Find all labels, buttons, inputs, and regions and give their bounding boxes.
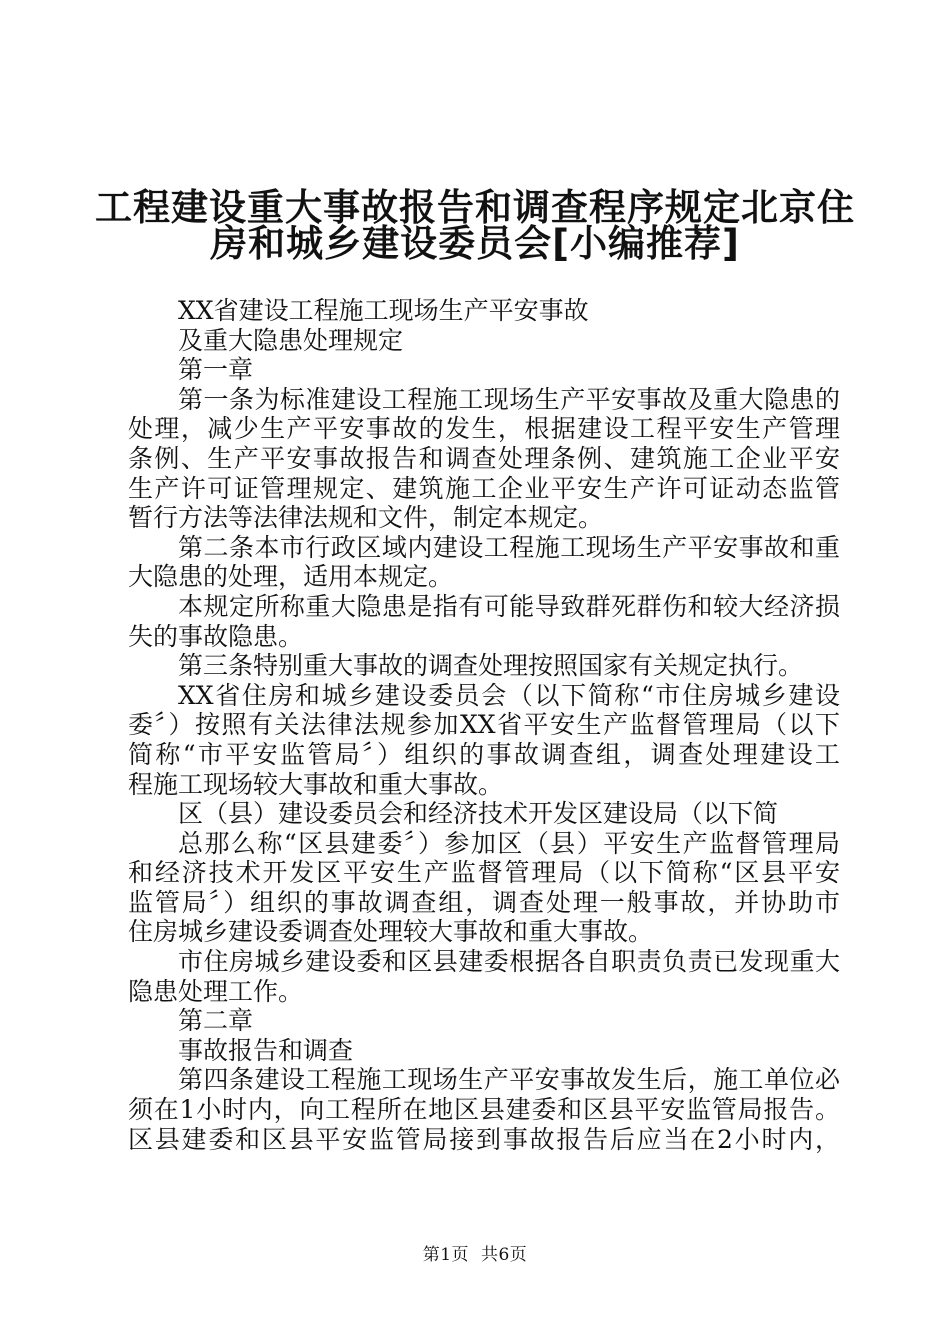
body-text-line: 区（县）建设委员会和经济技术开发区建设局（以下简 <box>178 799 779 829</box>
body-text-line: 暂行方法等法律法规和文件，制定本规定。 <box>128 503 604 533</box>
body-text-line: 第四条建设工程施工现场生产平安事故发生后，施工单位必 <box>178 1065 840 1095</box>
body-text-line: 本规定所称重大隐患是指有可能导致群死群伤和较大经济损 <box>178 591 840 621</box>
body-text-line: XX省建设工程施工现场生产平安事故 <box>178 296 589 325</box>
body-text-line: 第一条为标准建设工程施工现场生产平安事故及重大隐患的 <box>178 384 840 414</box>
body-text-line: 程施工现场较大事故和重大事故。 <box>128 769 504 799</box>
body-text-line: 第三条特别重大事故的调查处理按照国家有关规定执行。 <box>178 651 804 681</box>
page-total: 共6页 <box>480 1245 528 1265</box>
body-text-line: 条例、生产平安事故报告和调查处理条例、建筑施工企业平安 <box>128 443 840 473</box>
body-text-line: 住房城乡建设委调查处理较大事故和重大事故。 <box>128 917 654 947</box>
body-text-line: 第二条本市行政区域内建设工程施工现场生产平安事故和重 <box>178 532 840 562</box>
body-text-line: 区县建委和区县平安监管局接到事故报告后应当在2小时内， <box>128 1124 840 1154</box>
body-text-line: 委〞）按照有关法律法规参加XX省平安生产监督管理局（以下 <box>128 710 840 740</box>
body-text-line: 隐患处理工作。 <box>128 976 304 1006</box>
body-text-line: 大隐患的处理，适用本规定。 <box>128 562 454 592</box>
document-title-line-1: 工程建设重大事故报告和调查程序规定北京住 <box>95 186 855 229</box>
body-text-line: XX省住房和城乡建设委员会（以下简称“市住房城乡建设 <box>178 680 840 710</box>
body-text-line: 简称“市平安监管局〞）组织的事故调查组，调查处理建设工 <box>128 739 840 769</box>
document-title-line-2: 房和城乡建设委员会[小编推荐] <box>210 222 740 265</box>
body-text-line: 事故报告和调查 <box>178 1035 354 1065</box>
body-text-line: 和经济技术开发区平安生产监督管理局（以下简称“区县平安 <box>128 858 840 888</box>
body-text-line: 处理，减少生产平安事故的发生，根据建设工程平安生产管理 <box>128 414 840 444</box>
body-text-line: 第二章 <box>178 1006 254 1036</box>
body-text-line: 市住房城乡建设委和区县建委根据各自职责负责已发现重大 <box>178 947 840 977</box>
body-text-line: 生产许可证管理规定、建筑施工企业平安生产许可证动态监管 <box>128 473 840 503</box>
page-footer <box>0 1240 950 1265</box>
body-text-line: 及重大隐患处理规定 <box>178 325 404 355</box>
document-body <box>128 296 840 1154</box>
body-text-line: 失的事故隐患。 <box>128 621 304 651</box>
page-number: 第1页 <box>422 1245 470 1265</box>
body-text-line: 第一章 <box>178 355 254 385</box>
body-text-line: 总那么称“区县建委〞）参加区（县）平安生产监督管理局 <box>178 828 840 858</box>
body-text-line: 须在1小时内，向工程所在地区县建委和区县平安监管局报告。 <box>128 1095 840 1125</box>
body-text-line: 监管局〞）组织的事故调查组，调查处理一般事故，并协助市 <box>128 887 840 917</box>
